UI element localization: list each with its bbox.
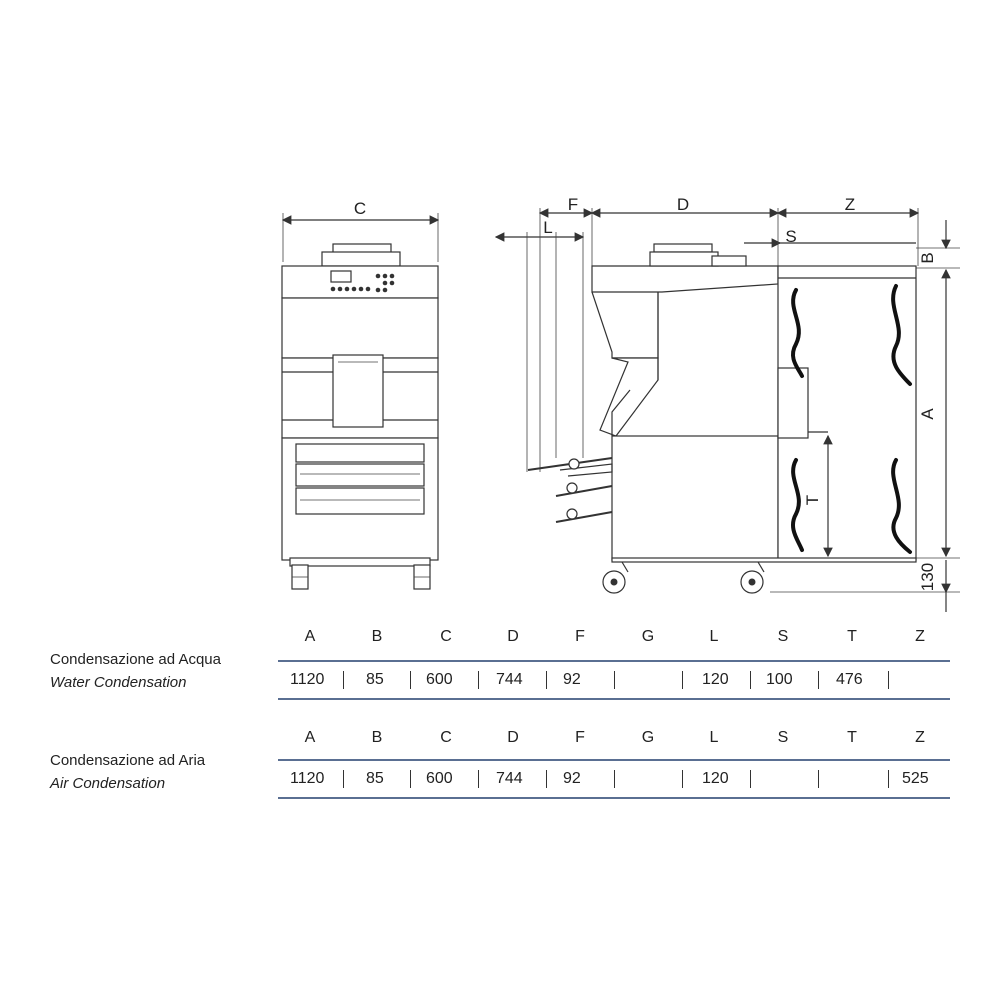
water-label-it: Condensazione ad Acqua [50, 651, 221, 668]
label-c: C [353, 199, 367, 218]
header-cell: G [641, 628, 655, 645]
water-condensation-label [50, 651, 221, 691]
label-b: B [918, 252, 937, 264]
cell-z: 525 [902, 770, 929, 787]
label-z: Z [844, 195, 856, 214]
table-row [278, 660, 950, 700]
cell-f: 92 [563, 671, 581, 688]
header-cell: L [709, 729, 719, 746]
display-screen [331, 271, 351, 282]
header-row [278, 729, 950, 749]
header-cell: S [777, 729, 789, 746]
air-condensation-label [50, 752, 205, 792]
cell-t: 476 [836, 671, 863, 688]
label-d: D [676, 195, 690, 214]
chute-side [600, 358, 658, 436]
side-view [496, 195, 960, 612]
cell-l: 120 [702, 770, 729, 787]
cell-l: 120 [702, 671, 729, 688]
cell-d: 744 [496, 770, 523, 787]
cell-b: 85 [366, 671, 384, 688]
label-f: F [567, 195, 579, 214]
cell-a: 1120 [290, 770, 325, 787]
label-t: T [803, 494, 822, 506]
cell-b: 85 [366, 770, 384, 787]
header-cell: T [847, 628, 857, 645]
header-cell: G [641, 729, 655, 746]
header-cell: F [575, 628, 585, 645]
header-cell: C [440, 628, 452, 645]
chute [333, 355, 383, 427]
air-label-en: Air Condensation [50, 775, 166, 792]
header-cell: B [371, 628, 383, 645]
machine-top-panel [592, 266, 778, 292]
header-cell: Z [915, 628, 925, 645]
header-cell: D [507, 628, 519, 645]
header-cell: Z [915, 729, 925, 746]
label-a: A [918, 408, 937, 420]
front-view [282, 199, 438, 589]
cell-f: 92 [563, 770, 581, 787]
header-cell: A [304, 628, 316, 645]
header-cell: L [709, 628, 719, 645]
header-cell: T [847, 729, 857, 746]
label-s: S [785, 227, 797, 246]
label-130: 130 [918, 562, 937, 592]
header-cell: D [507, 729, 519, 746]
header-cell: C [440, 729, 452, 746]
header-cell: B [371, 729, 383, 746]
header-cell: S [777, 628, 789, 645]
tray-2 [556, 486, 612, 496]
header-row [278, 628, 950, 648]
air-label-it: Condensazione ad Aria [50, 752, 206, 769]
cell-c: 600 [426, 671, 453, 688]
header-cell: F [575, 729, 585, 746]
header-cell: A [304, 729, 316, 746]
label-l: L [543, 218, 553, 237]
cell-s: 100 [766, 671, 793, 688]
cell-a: 1120 [290, 671, 325, 688]
cell-d: 744 [496, 671, 523, 688]
cell-c: 600 [426, 770, 453, 787]
water-label-en: Water Condensation [50, 674, 187, 691]
table-row [278, 759, 950, 799]
tray-3 [556, 512, 612, 522]
